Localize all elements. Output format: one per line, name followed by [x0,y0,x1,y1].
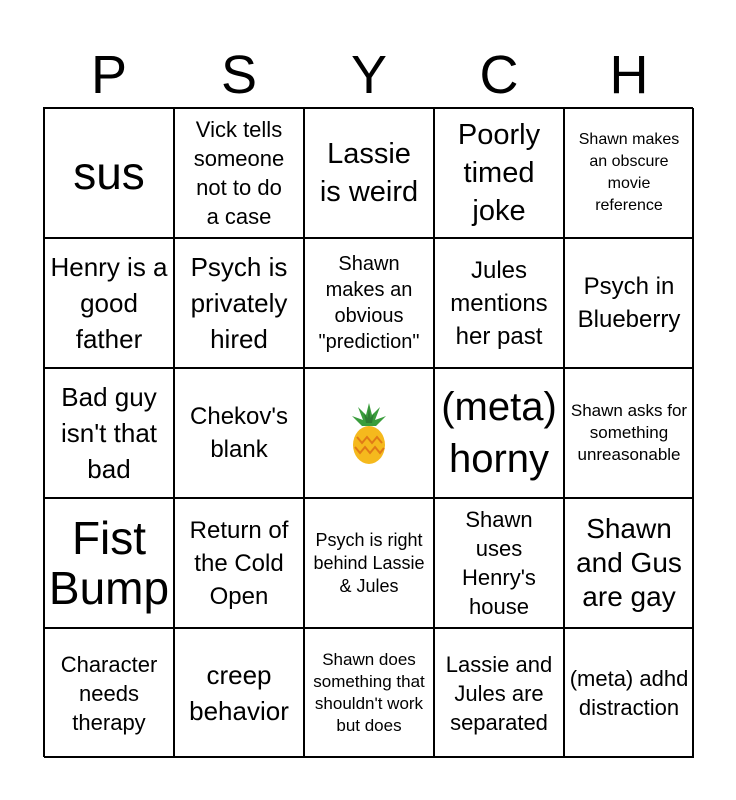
cell-text: Psych is right behind Lassie & Jules [313,529,425,596]
bingo-cell[interactable] [44,368,174,498]
cell-text: Lassie is weird [319,138,419,208]
cell-text: Shawn uses Henry's house [462,507,536,619]
cell-text: Character needs therapy [60,651,158,735]
header-letter-p: P [90,45,128,105]
cell-text: (meta) adhd distraction [569,666,689,720]
header-letter-y: Y [350,45,388,105]
pineapple-icon [347,401,391,465]
bingo-cell[interactable] [304,498,434,628]
bingo-cell[interactable] [434,498,564,628]
cell-text: sus [73,147,145,199]
bingo-cell[interactable] [564,368,694,498]
bingo-cell[interactable] [564,498,694,628]
bingo-cell[interactable] [44,108,174,238]
header-letter-c: C [479,45,519,105]
cell-text: Psych in Blueberry [577,273,681,333]
cell-text: Shawn and Gus are gay [576,513,682,612]
bingo-cell[interactable] [304,628,434,758]
bingo-cell[interactable] [434,108,564,238]
bingo-cell[interactable] [564,238,694,368]
bingo-cell[interactable] [174,498,304,628]
cell-text: Vick tells someone not to do a case [193,117,285,229]
bingo-cell[interactable] [564,108,694,238]
free-space[interactable] [304,368,434,498]
cell-text: Return of the Cold Open [189,516,289,610]
bingo-cell[interactable] [564,628,694,758]
bingo-cell[interactable] [174,628,304,758]
cell-text: Fist Bump [48,512,170,614]
cell-text: Bad guy isn't that bad [60,382,157,484]
bingo-cell[interactable] [434,238,564,368]
header-letter-h: H [609,45,649,105]
cell-text: (meta) horny [441,385,557,481]
header-letter-s: S [220,45,258,105]
cell-text: Shawn makes an obvious "prediction" [318,253,420,353]
cell-text: creep behavior [189,660,289,726]
cell-text: Shawn does something that shouldn't work but does [313,650,425,735]
bingo-cell[interactable] [44,498,174,628]
cell-text: Psych is privately hired [190,252,288,354]
cell-text: Lassie and Jules are separated [445,651,553,735]
cell-text: Shawn makes an obscure movie reference [578,131,680,214]
bingo-board [43,107,693,757]
cell-text: Shawn asks for something unreasonable [570,401,688,464]
cell-text: Chekov's blank [190,403,288,463]
bingo-cell[interactable] [434,368,564,498]
cell-text: Henry is a good father [50,252,168,354]
bingo-cell[interactable] [44,628,174,758]
bingo-cell[interactable] [44,238,174,368]
bingo-cell[interactable] [174,108,304,238]
bingo-cell[interactable] [174,368,304,498]
cell-text: Poorly timed joke [457,119,541,227]
cell-text: Jules mentions her past [450,256,548,350]
bingo-cell[interactable] [304,238,434,368]
bingo-cell[interactable] [434,628,564,758]
bingo-cell[interactable] [174,238,304,368]
bingo-cell[interactable] [304,108,434,238]
bingo-header [44,40,694,110]
